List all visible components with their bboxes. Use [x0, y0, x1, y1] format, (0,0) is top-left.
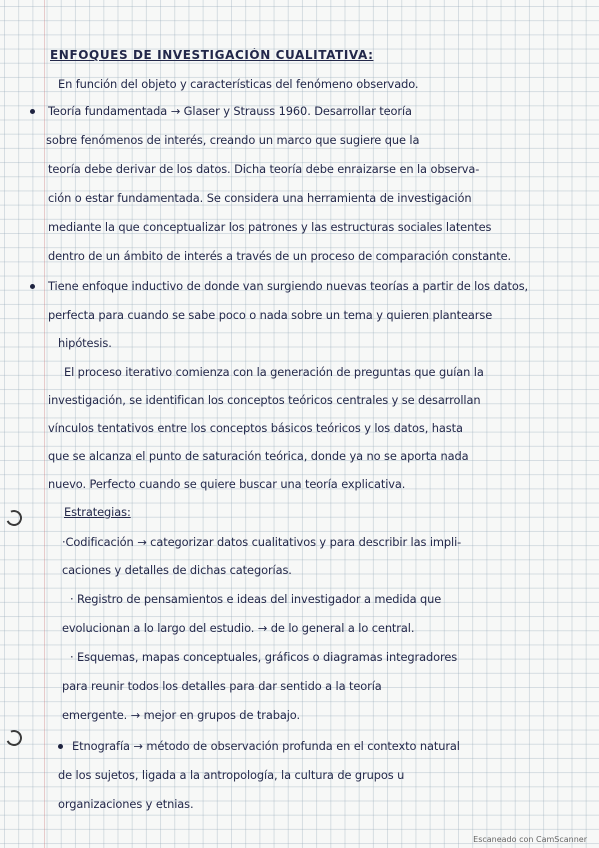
text-line: nuevo. Perfecto cuando se quiere buscar una teoría explicativa.: [48, 477, 406, 491]
bullet-icon: [30, 109, 35, 114]
bullet-icon: [30, 284, 35, 289]
binder-ring-icon: [4, 728, 25, 749]
list-item: ·Codificación → categorizar datos cualitativos y para describir las impli-: [62, 535, 462, 549]
text-line: organizaciones y etnias.: [58, 797, 194, 811]
text-line: que se alcanza el punto de saturación teórica, donde ya no se aporta nada: [48, 449, 469, 463]
text-line: En función del objeto y características del fenómeno observado.: [58, 77, 419, 91]
text-line: ción o estar fundamentada. Se considera una herramienta de investigación: [48, 191, 472, 205]
margin-line: [44, 0, 45, 848]
bullet-icon: [58, 744, 63, 749]
scanner-watermark: Escaneado con CamScanner: [473, 835, 587, 844]
list-item: · Esquemas, mapas conceptuales, gráficos o diagramas integradores: [70, 650, 458, 664]
text-line: teoría debe derivar de los datos. Dicha teoría debe enraizarse en la observa-: [48, 162, 480, 176]
text-line: mediante la que conceptualizar los patrones y las estructuras sociales latentes: [48, 220, 492, 234]
text-line: caciones y detalles de dichas categorías.: [62, 563, 292, 577]
text-line: para reunir todos los detalles para dar sentido a la teoría: [62, 679, 382, 693]
text-line: vínculos tentativos entre los conceptos básicos teóricos y los datos, hasta: [48, 421, 463, 435]
binder-ring-icon: [4, 508, 25, 529]
text-line: Tiene enfoque inductivo de donde van surgiendo nuevas teorías a partir de los datos,: [48, 279, 529, 293]
text-line: investigación, se identifican los conceptos teóricos centrales y se desarrollan: [48, 393, 481, 407]
text-line: Teoría fundamentada → Glaser y Strauss 1960. Desarrollar teoría: [48, 104, 412, 118]
text-line: dentro de un ámbito de interés a través de un proceso de comparación constante.: [48, 249, 512, 263]
text-line: Etnografía → método de observación profunda en el contexto natural: [72, 739, 460, 753]
text-line: sobre fenómenos de interés, creando un marco que sugiere que la: [46, 133, 420, 147]
section-heading: Estrategias:: [64, 505, 131, 519]
list-item: · Registro de pensamientos e ideas del investigador a medida que: [70, 592, 442, 606]
page-title: ENFOQUES DE INVESTIGACIÓN CUALITATIVA:: [50, 48, 374, 62]
text-line: hipótesis.: [58, 336, 112, 350]
text-line: perfecta para cuando se sabe poco o nada sobre un tema y quieren plantearse: [48, 308, 493, 322]
text-line: El proceso iterativo comienza con la generación de preguntas que guían la: [64, 365, 484, 379]
text-line: emergente. → mejor en grupos de trabajo.: [62, 708, 300, 722]
text-line: evolucionan a lo largo del estudio. → de lo general a lo central.: [62, 621, 415, 635]
text-line: de los sujetos, ligada a la antropología, la cultura de grupos u: [58, 768, 405, 782]
